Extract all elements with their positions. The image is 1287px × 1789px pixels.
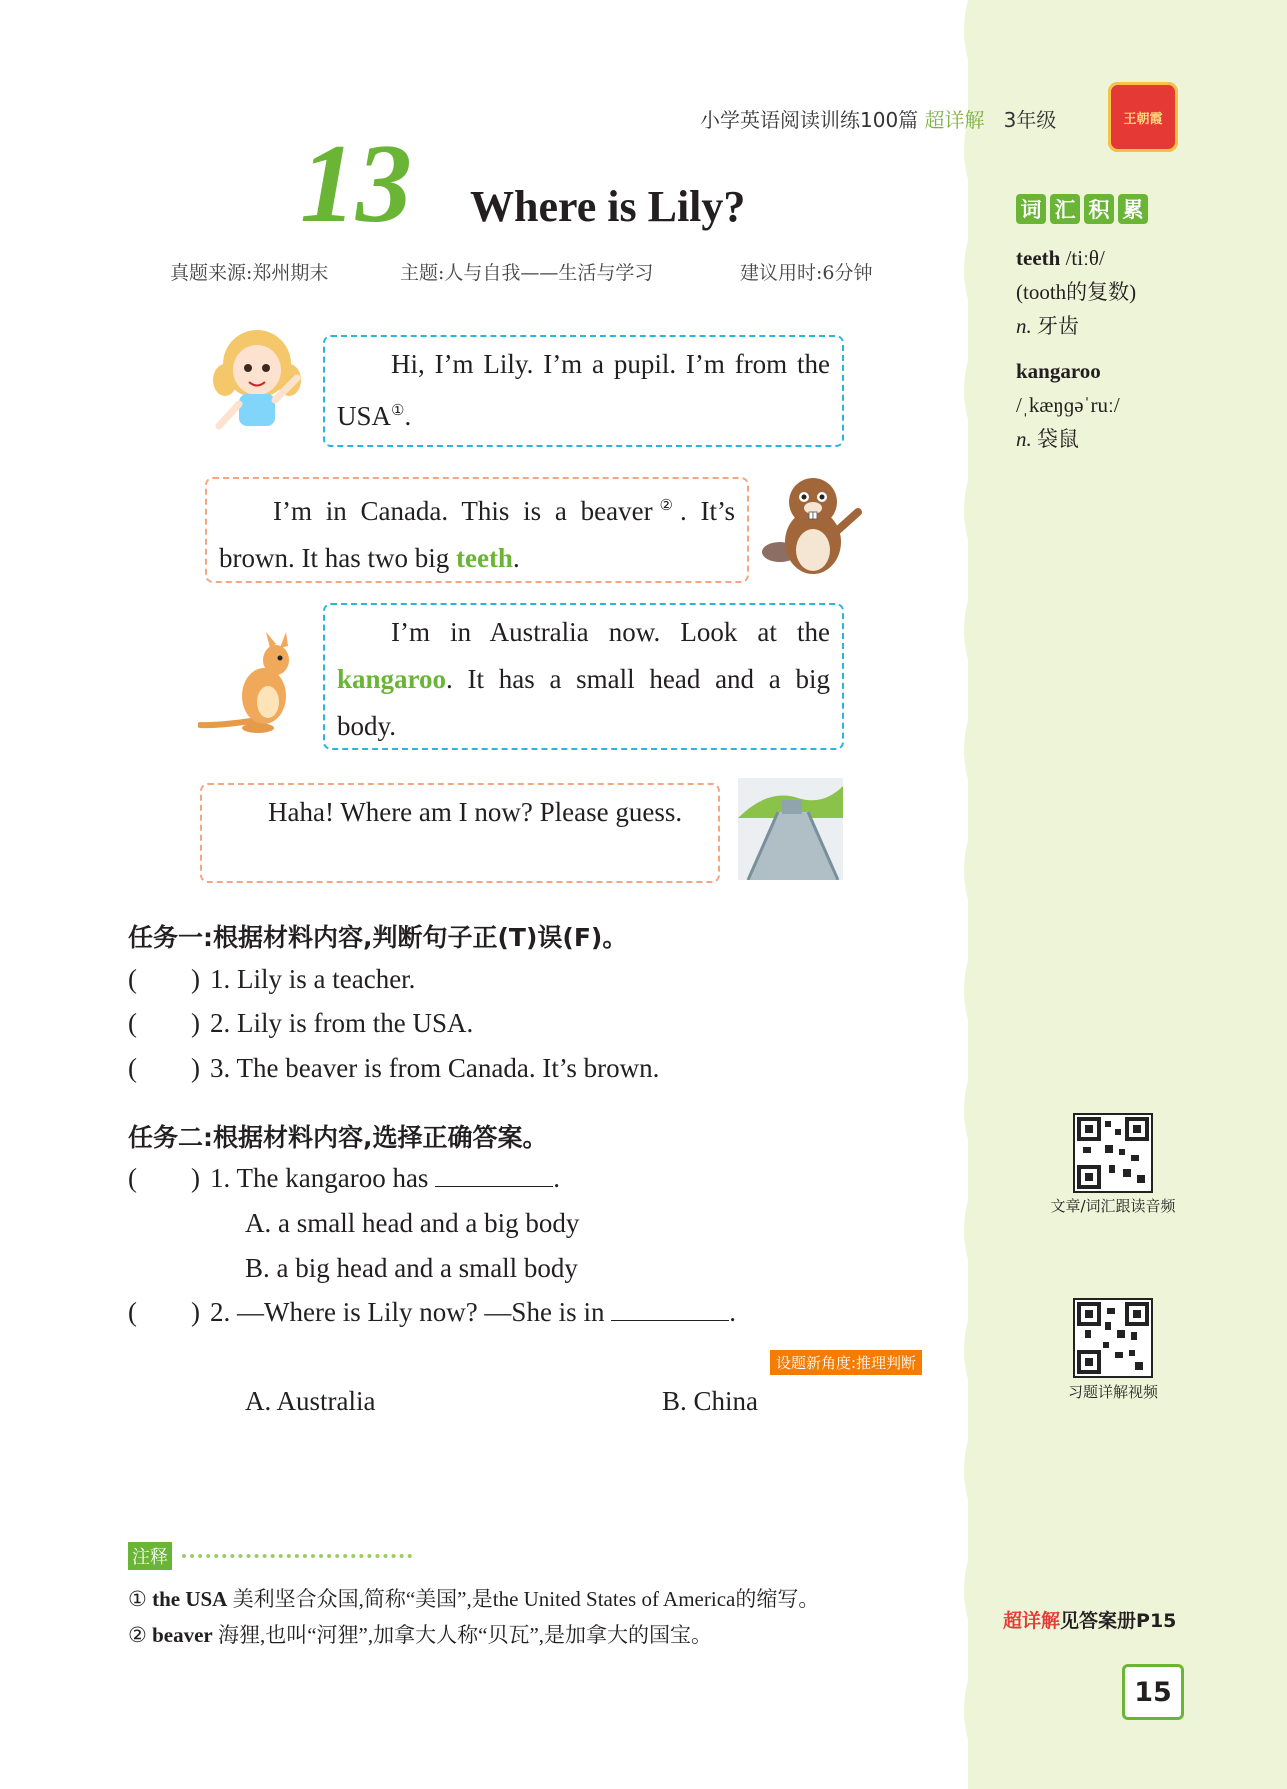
answer-bracket[interactable]: ( ) (128, 1008, 200, 1038)
lesson-number: 13 (300, 122, 412, 246)
vocab-pos: n. (1016, 314, 1032, 338)
lesson-title: Where is Lily? (470, 182, 746, 231)
answer-reference-text: 见答案册P15 (1060, 1610, 1177, 1632)
series-title: 小学英语阅读训练100篇 (700, 108, 919, 132)
passage-paragraph-4: Haha! Where am I now? Please guess. (268, 797, 683, 827)
passage-paragraph-1: Hi, I’m Lily. I’m a pupil. I’m from the USA①. (337, 349, 830, 431)
time-label: 建议用时:6分钟 (740, 262, 873, 284)
task2-question-2: ( ) 2. —Where is Lily now? —She is in . (128, 1297, 736, 1327)
answer-reference (1003, 1606, 1176, 1633)
task2-question-1: ( ) 1. The kangaroo has . (128, 1163, 560, 1193)
source-label: 真题来源:郑州期末 (170, 262, 329, 284)
qr-audio-label: 文章/词汇跟读音频 (1050, 1197, 1176, 1215)
passage-paragraph-3 (337, 609, 830, 750)
vocab-phonetic: /ˌkæŋɡəˈruː/ (1016, 393, 1120, 417)
page-number: 15 (1122, 1664, 1184, 1720)
answer-bracket[interactable]: ( ) (128, 1163, 200, 1193)
answer-bracket[interactable]: ( ) (128, 1053, 200, 1083)
task2-heading: 任务二:根据材料内容,选择正确答案。 (128, 1123, 548, 1152)
vocab-word: kangaroo (1016, 359, 1101, 383)
answer-bracket[interactable]: ( ) (128, 964, 200, 994)
sidebar-wave-edge (958, 0, 982, 1789)
qr-code-audio[interactable] (1073, 1113, 1153, 1193)
kangaroo-illustration (198, 630, 310, 735)
vocab-extra: (tooth的复数) (1016, 280, 1137, 304)
vocab-highlight-kangaroo: kangaroo (337, 664, 447, 694)
vocab-entry-teeth (1016, 241, 1136, 343)
passage-text-3a: I’m in Australia now. Look at the (391, 617, 830, 647)
note-text: 海狸,也叫“河狸”,加拿大人称“贝瓦”,是加拿大的国宝。 (212, 1623, 713, 1647)
passage-box-3 (323, 603, 844, 750)
great-wall-illustration (738, 778, 843, 880)
passage-paragraph-2: I’m in Canada. This is a beaver②. It’s brown. It has two big teeth. (219, 496, 735, 573)
note-term: the USA (152, 1587, 228, 1611)
note-2 (128, 1619, 712, 1649)
vocab-phonetic: /tiːθ/ (1065, 246, 1105, 270)
vocab-title (1016, 194, 1148, 224)
passage-text-2b: . It’s brown. It has two big (219, 496, 735, 573)
passage-text-1: Hi, I’m Lily. I’m a pupil. I’m from the USA (337, 349, 830, 431)
beaver-illustration (758, 470, 868, 580)
task2-q1-option-b[interactable]: B. a big head and a small body (245, 1253, 578, 1283)
task2-q2-option-a[interactable]: A. Australia (245, 1386, 376, 1416)
task1-question-3 (128, 1053, 659, 1084)
book-header (700, 104, 1056, 133)
question-text: 2. —Where is Lily now? —She is in (210, 1297, 605, 1327)
passage-box-4 (200, 783, 720, 883)
girl-illustration (205, 322, 310, 440)
passage-box-2 (205, 477, 749, 583)
task2-q2-option-b[interactable]: B. China (662, 1386, 759, 1416)
task1-question-2 (128, 1008, 473, 1039)
passage-text-3b: . It has a small head and a big body. (337, 664, 830, 741)
vocab-meaning: 牙齿 (1037, 314, 1079, 338)
vocab-title-char: 累 (1118, 194, 1148, 224)
brand-logo-text: 王朝霞 (1123, 111, 1163, 127)
vocab-meaning: 袋鼠 (1037, 427, 1079, 451)
vocab-pos: n. (1016, 427, 1032, 451)
vocab-word: teeth (1016, 246, 1061, 270)
task1-question-1 (128, 964, 415, 995)
question-text: 1. The kangaroo has (210, 1163, 429, 1193)
vocab-highlight-teeth: teeth (455, 543, 513, 573)
grade-label: 3年级 (1003, 108, 1057, 132)
vocab-entry-kangaroo (1016, 354, 1120, 456)
note-mark: ① (128, 1587, 147, 1611)
question-text: 2. Lily is from the USA. (210, 1008, 474, 1038)
brand-logo (1108, 82, 1178, 152)
vocab-title-char: 词 (1016, 194, 1046, 224)
passage-box-1 (323, 335, 844, 447)
fill-blank[interactable] (611, 1300, 729, 1321)
qr-video-label: 习题详解视频 (1067, 1383, 1158, 1401)
notes-divider (182, 1554, 412, 1558)
note-text: 美利坚合众国,简称“美国”,是the United States of America的缩写。 (227, 1587, 820, 1611)
notes-label: 注释 (128, 1542, 172, 1570)
question-text: 3. The beaver is from Canada. It’s brown. (210, 1053, 660, 1083)
qr-code-video[interactable] (1073, 1298, 1153, 1378)
fill-blank[interactable] (435, 1166, 553, 1187)
note-term: beaver (152, 1623, 213, 1647)
answer-bracket[interactable]: ( ) (128, 1297, 200, 1327)
passage-text-2a: I’m in Canada. This is a beaver (273, 496, 653, 526)
note-mark: ② (128, 1623, 147, 1647)
series-accent: 超详解 (924, 108, 985, 132)
question-text: 1. Lily is a teacher. (210, 964, 416, 994)
theme-label: 主题:人与自我——生活与学习 (400, 262, 654, 284)
footnote-mark-1: ① (391, 403, 405, 419)
task1-heading: 任务一:根据材料内容,判断句子正(T)误(F)。 (128, 923, 628, 952)
task2-q1-option-a[interactable]: A. a small head and a big body (245, 1208, 580, 1238)
vocab-title-char: 汇 (1050, 194, 1080, 224)
vocab-title-char: 积 (1084, 194, 1114, 224)
answer-reference-accent: 超详解 (1003, 1610, 1061, 1632)
question-angle-tag: 设题新角度:推理判断 (770, 1350, 922, 1375)
footnote-mark-2: ② (652, 498, 680, 514)
note-1 (128, 1583, 819, 1613)
